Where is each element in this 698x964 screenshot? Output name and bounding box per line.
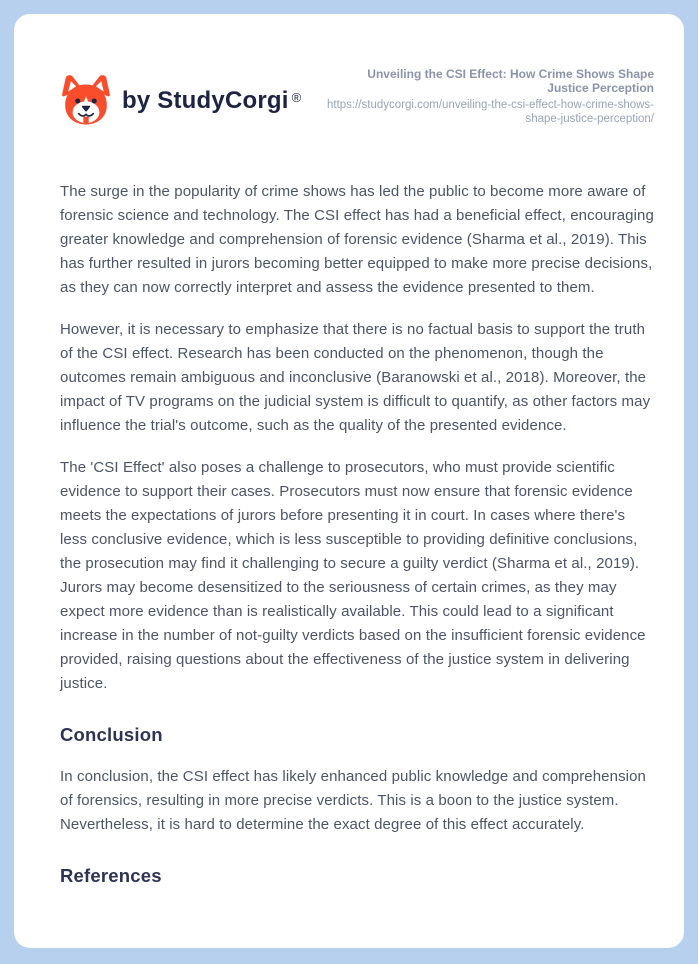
document-header xyxy=(60,64,654,130)
essay-paragraph-3: The 'CSI Effect' also poses a challenge to prosecutors, who must provide scientific evidence to support their cases. Prosecutors must now ensure that forensic evidence meets the expectations of jurors before presenting it in court. In cases where there's less conclusive evidence, which is less susceptible to providing definitive conclusions, the prosecution may find it challenging to secure a guilty verdict (Sharma et al., 2019). Jurors may become desensitized to the seriousness of certain crimes, as they may expect more evidence than is realistically available. This could lead to a significant increase in the number of not-guilty verdicts based on the insufficient forensic evidence provided, raising questions about the effectiveness of the justice system in delivering justice. xyxy=(60,459,646,692)
essay-body xyxy=(60,180,654,887)
document-meta xyxy=(324,67,654,126)
document-source-url[interactable]: https://studycorgi.com/unveiling-the-csi-effect-how-crime-shows-shape-justice-perception/ xyxy=(326,99,654,125)
essay-paragraph-2: However, it is necessary to emphasize that there is no factual basis to support the truth of the CSI effect. Research has been conducted on the phenomenon, though the outcomes remain ambiguous and inconclusive (Baranowski et al., 2018). Moreover, the impact of TV programs on the judicial system is difficult to quantify, as other factors may influence the trial's outcome, such as the quality of the presented evidence. xyxy=(60,321,651,434)
document-card xyxy=(14,14,684,948)
corgi-logo-icon xyxy=(60,72,112,130)
conclusion-paragraph: In conclusion, the CSI effect has likely enhanced public knowledge and comprehension of forensics, resulting in more precise verdicts. This is a boon to the justice system. Nevertheless, it is hard to determine the exact degree of this effect accurately. xyxy=(60,768,646,833)
studycorgi-brand[interactable] xyxy=(60,72,301,130)
references-heading: References xyxy=(60,865,162,886)
essay-paragraph-1: The surge in the popularity of crime shows has led the public to become more aware of forensic science and technology. The CSI effect has had a beneficial effect, encouraging greater knowledge and comprehension of forensic evidence (Sharma et al., 2019). This has further resulted in jurors becoming better equipped to make more precise decisions, as they can now correctly interpret and assess the evidence presented to them. xyxy=(60,183,654,296)
document-title: Unveiling the CSI Effect: How Crime Shows Shape Justice Perception xyxy=(367,67,654,95)
conclusion-heading: Conclusion xyxy=(60,724,163,745)
brand-text: by StudyCorgi xyxy=(122,87,289,114)
registered-trademark-mark: ® xyxy=(291,89,302,105)
